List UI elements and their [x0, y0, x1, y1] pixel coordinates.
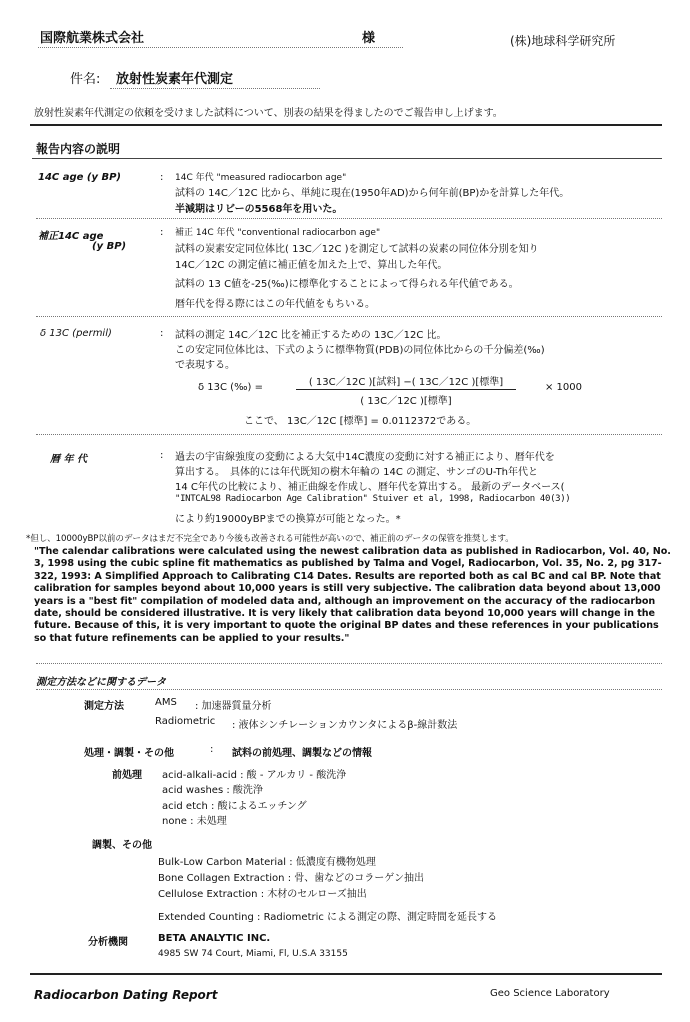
pretreat-label: 前処理 — [112, 770, 142, 781]
colon: : — [160, 450, 164, 461]
conv-age-line2: 試料の炭素安定同位体比( 13C／12C )を測定して試料の炭素の同位体分別を知り — [175, 244, 539, 255]
standard-ratio: ここで、 13C／12C [標準] = 0.0112372である。 — [244, 416, 477, 427]
calendar-line1: 過去の宇宙線強度の変動による大気中14C濃度の変動に対する補正により、暦年代を — [175, 452, 555, 463]
c14-age-label: 14C age (y BP) — [38, 172, 121, 183]
conv-age-line3: 14C／12C の測定値に補正値を加えた上で、算出した年代。 — [175, 260, 448, 271]
ams-desc: : 加速器質量分析 — [195, 701, 272, 712]
client-name: 国際航業株式会社 — [40, 31, 145, 46]
fraction-bar — [296, 389, 516, 390]
section-end-rule — [36, 663, 662, 664]
conv-age-line5: 暦年代を得る際にはこの年代値をもちいる。 — [175, 299, 375, 310]
calendar-line3: 14 C年代の比較により、補正曲線を作成し、暦年代を算出する。 最新のデータベース( — [175, 482, 565, 493]
c14-age-line2: 試料の 14C／12C 比から、単純に現在(1950年AD)から何年前(BP)かを計算した年代。 — [175, 188, 570, 199]
formula-multiplier: × 1000 — [545, 382, 583, 393]
prep-desc: 試料の前処理、調製などの情報 — [232, 748, 372, 759]
section-rule — [36, 689, 662, 690]
d13c-label: δ 13C (permil) — [40, 328, 112, 339]
pretreat-item: none : 未処理 — [162, 816, 227, 827]
colon: : — [160, 227, 164, 238]
conv-age-label: 補正14C age — [38, 231, 104, 242]
c14-age-line3: 半減期はリビーの5568年を用いた。 — [175, 204, 343, 215]
row-rule — [36, 316, 662, 317]
row-rule — [36, 434, 662, 435]
lab-label: 分析機関 — [88, 937, 128, 948]
subject: 放射性炭素年代測定 — [116, 72, 234, 87]
other-item: Bulk-Low Carbon Material : 低濃度有機物処理 — [158, 857, 376, 868]
method-label: 測定方法 — [84, 701, 124, 712]
other-label: 調製、その他 — [92, 840, 152, 851]
intro-text: 放射性炭素年代測定の依頼を受けました試料について、別表の結果を得ましたのでご報告申し上げます。 — [34, 108, 503, 119]
other-item: Bone Collagen Extraction : 骨、歯などのコラーゲン抽出 — [158, 873, 425, 884]
other-item: Cellulose Extraction : 木材のセルローズ抽出 — [158, 889, 367, 900]
top-divider — [30, 124, 662, 126]
conv-age-unit: (y BP) — [92, 241, 127, 252]
honorific: 様 — [362, 31, 376, 46]
formula-denominator: ( 13C／12C )[標準] — [360, 396, 452, 407]
section-title-report: 報告内容の説明 — [36, 142, 121, 156]
subject-label: 件名: — [70, 72, 101, 87]
d13c-line3: で表現する。 — [175, 360, 235, 371]
radiometric-desc: : 液体シンチレーションカウンタによるβ-線計数法 — [232, 720, 458, 731]
c14-age-line1: 14C 年代 "measured radiocarbon age" — [175, 173, 347, 183]
footer-lab: Geo Science Laboratory — [490, 988, 610, 999]
ams: AMS — [155, 697, 177, 708]
conv-age-line4: 試料の 13 C値を-25(‰)に標準化することによって得られる年代値である。 — [175, 279, 519, 290]
colon: : — [160, 328, 164, 339]
row-rule — [36, 218, 662, 219]
pretreat-item: acid-alkali-acid : 酸 - アルカリ - 酸洗浄 — [162, 770, 347, 781]
section-title-methods: 測定方法などに関するデータ — [36, 677, 166, 688]
pretreat-item: acid washes : 酸洗浄 — [162, 785, 263, 796]
extended-counting: Extended Counting : Radiometric による測定の際、測定時間を延長する — [158, 912, 498, 923]
radiometric: Radiometric — [155, 716, 216, 727]
pretreat-item: acid etch : 酸によるエッチング — [162, 801, 307, 812]
footer-divider — [30, 973, 662, 975]
lab-name: (株)地球科学研究所 — [510, 34, 616, 48]
colon: : — [160, 172, 164, 183]
calendar-line5: により約19000yBPまでの換算が可能となった。* — [175, 514, 401, 525]
prep-label: 処理・調製・その他 — [84, 748, 174, 759]
lab-address: 4985 SW 74 Court, Miami, Fl, U.S.A 33155 — [158, 949, 348, 959]
footnote-en: "The calendar calibrations were calculated using the newest calibration data as published in Radiocarbon, Vol. 40, No. 3, 1998 using the cubic spline fit mathematics as published by Talma and Vogel, Radiocarbon, Vol. 35, No. 2, pg 317-322, 1993: A Simplified Approach to Calibrating C14 Dates. Results are reported both as cal BC and cal BP. Note that calibration for samples beyond about 10,000 years is still very subjective. The calibration data beyond about 13,000 years is a "best fit" compilation of modeled data and, although an improvement on the accuracy of the radiocarbon date, should be considered illustrative. It is very likely that calibration data beyond 10,000 years will change in the future. Because of this, it is very important to quote the original BP dates and these references in your publications so that future refinements can be applied to your results." — [34, 546, 671, 644]
d13c-line2: この安定同位体比は、下式のように標準物質(PDB)の同位体比からの千分偏差(‰) — [175, 345, 545, 356]
conv-age-line1: 補正 14C 年代 "conventional radiocarbon age" — [175, 228, 381, 238]
subject-rule — [110, 88, 320, 89]
d13c-line1: 試料の測定 14C／12C 比を補正するための 13C／12C 比。 — [175, 330, 447, 341]
header-rule — [38, 47, 403, 48]
calendar-label: 暦 年 代 — [50, 454, 87, 465]
prep-colon: : — [210, 744, 214, 755]
formula-numerator: ( 13C／12C )[試料] −( 13C／12C )[標準] — [308, 377, 504, 388]
section-rule — [32, 158, 662, 159]
lab-institution: BETA ANALYTIC INC. — [158, 933, 271, 944]
formula-lhs: δ 13C (‰) = — [198, 382, 263, 393]
footer-title: Radiocarbon Dating Report — [34, 988, 218, 1002]
footnote-ja: *但し、10000yBP以前のデータはまだ不完全であり今後も改善される可能性が高いので、補正前のデータの保管を推奨します。 — [26, 534, 514, 544]
calendar-line2: 算出する。 具体的には年代既知の樹木年輪の 14C の測定、サンゴのU-Th年代と — [175, 467, 539, 478]
calendar-line4: "INTCAL98 Radiocarbon Age Calibration" Stuiver et al, 1998, Radiocarbon 40(3)) — [175, 494, 571, 504]
